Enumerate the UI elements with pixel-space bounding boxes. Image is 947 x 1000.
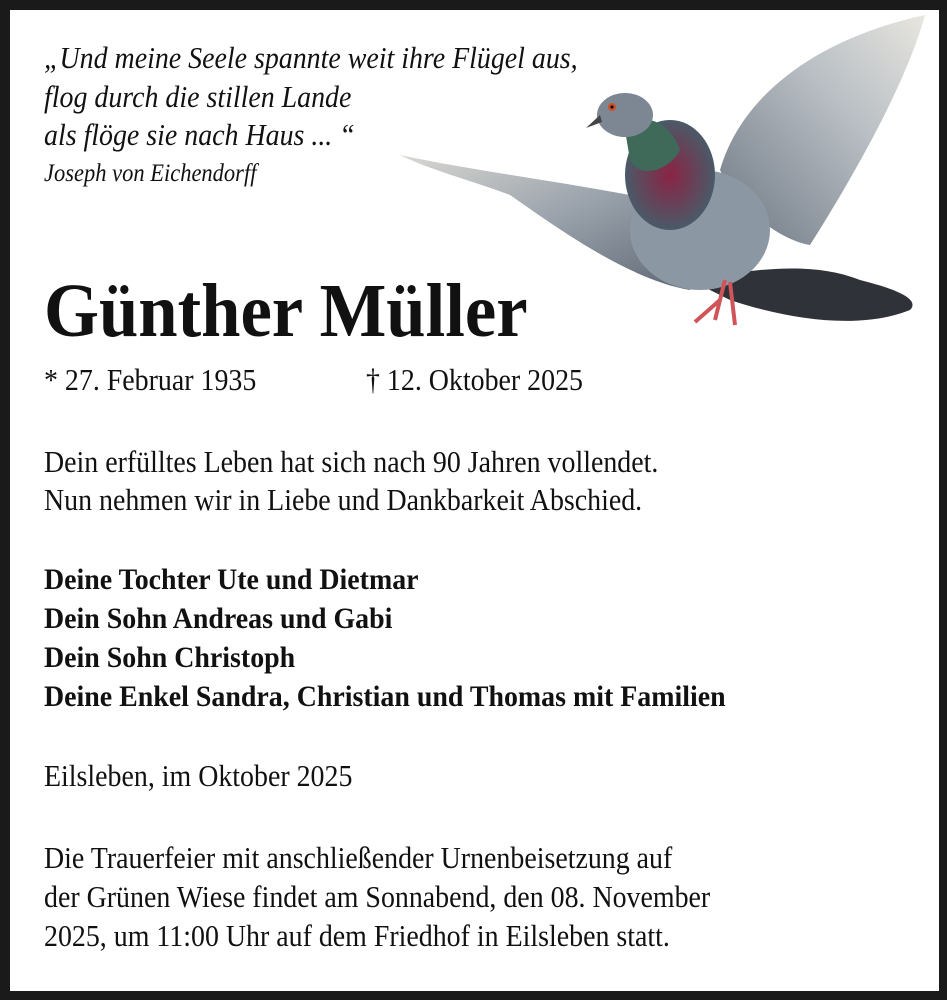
quote-line-1: „Und meine Seele spannte weit ihre Flügel aus,	[44, 40, 578, 75]
message-line-1: Dein erfülltes Leben hat sich nach 90 Jahren vollendet.	[44, 444, 659, 479]
quote-line-3: als flöge sie nach Haus ... “	[44, 117, 355, 152]
service-line-3: 2025, um 11:00 Uhr auf dem Friedhof in Eilsleben statt.	[44, 918, 670, 953]
service-line-1: Die Trauerfeier mit anschließender Urnenbeisetzung auf	[44, 840, 673, 875]
mourner-4: Deine Enkel Sandra, Christian und Thomas mit Familien	[44, 680, 726, 713]
quote-line-2: flog durch die stillen Lande	[44, 79, 352, 114]
mourner-2: Dein Sohn Andreas und Gabi	[44, 602, 393, 635]
quote-author: Joseph von Eichendorff	[44, 160, 257, 187]
place-date: Eilsleben, im Oktober 2025	[44, 758, 353, 793]
mourner-1: Deine Tochter Ute und Dietmar	[44, 563, 419, 596]
service-line-2: der Grünen Wiese findet am Sonnabend, den 08. November	[44, 879, 711, 914]
deceased-name: Günther Müller	[44, 269, 528, 353]
mourner-3: Dein Sohn Christoph	[44, 641, 296, 674]
birth-date: * 27. Februar 1935	[44, 362, 257, 397]
message-line-2: Nun nehmen wir in Liebe und Dankbarkeit Abschied.	[44, 482, 643, 517]
death-date: † 12. Oktober 2025	[366, 362, 583, 397]
